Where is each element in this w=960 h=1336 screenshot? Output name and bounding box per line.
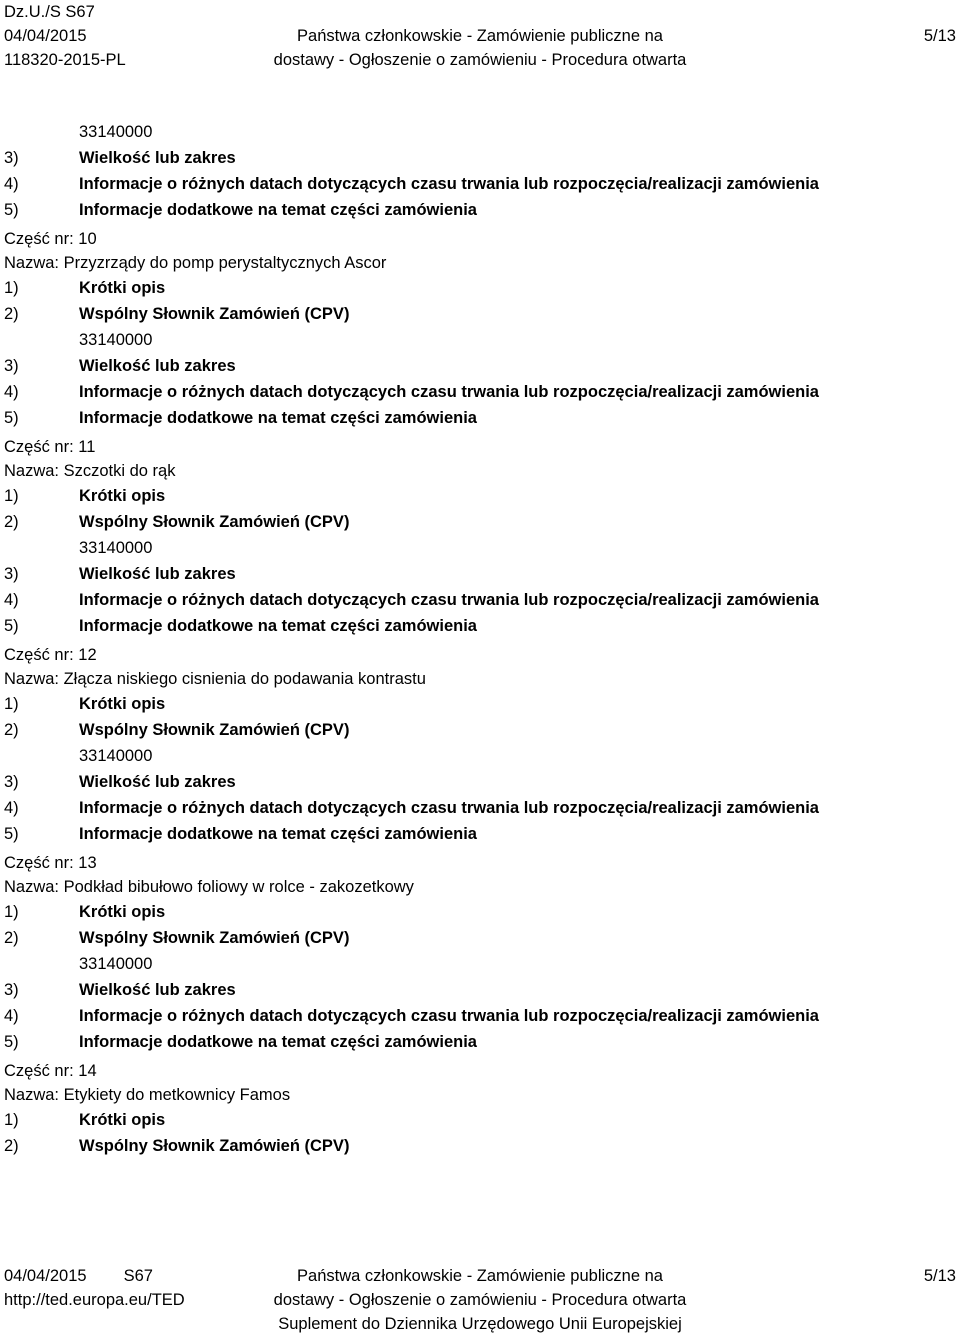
- section-title: Informacje o różnych datach dotyczących czasu trwania lub rozpoczęcia/realizacji zamówienia: [79, 175, 819, 193]
- section-title: Wielkość lub zakres: [79, 565, 236, 583]
- footer-page-number: 5/13: [923, 1267, 956, 1285]
- section-heading: [4, 899, 956, 925]
- section-heading: [4, 405, 956, 431]
- section-heading: [4, 587, 956, 613]
- section-title: Wspólny Słownik Zamówień (CPV): [79, 929, 350, 947]
- section-number: 3): [4, 357, 19, 375]
- section-title: Krótki opis: [79, 903, 166, 921]
- section-title: Wielkość lub zakres: [79, 357, 236, 375]
- section-title: Informacje o różnych datach dotyczących czasu trwania lub rozpoczęcia/realizacji zamówienia: [79, 1007, 819, 1025]
- header-title-line-2: dostawy - Ogłoszenie o zamówieniu - Procedura otwarta: [273, 51, 687, 69]
- section-heading: [4, 821, 956, 847]
- section-number: 1): [4, 487, 19, 505]
- part-number: Część nr: 10: [4, 230, 97, 248]
- section-number: 2): [4, 721, 19, 739]
- part-number: Część nr: 12: [4, 646, 97, 664]
- section-title: Krótki opis: [79, 487, 166, 505]
- section-heading: [4, 977, 956, 1003]
- part-number: Część nr: 11: [4, 438, 96, 456]
- cpv-code: [4, 743, 956, 769]
- notice-number: 118320-2015-PL: [4, 51, 126, 69]
- part-name: Nazwa: Szczotki do rąk: [4, 462, 176, 480]
- section-number: 1): [4, 903, 19, 921]
- section-number: 5): [4, 825, 19, 843]
- section-number: 4): [4, 383, 19, 401]
- section-number: 1): [4, 1111, 19, 1129]
- section-heading: [4, 717, 956, 743]
- section-heading: [4, 613, 956, 639]
- section-title: Wielkość lub zakres: [79, 149, 236, 167]
- cpv-code: [4, 535, 956, 561]
- footer-series: S67: [123, 1267, 153, 1285]
- section-heading: [4, 509, 956, 535]
- section-number: 5): [4, 201, 19, 219]
- section-heading: [4, 795, 956, 821]
- section-number: 1): [4, 695, 19, 713]
- section-number: 4): [4, 591, 19, 609]
- section-heading: [4, 379, 956, 405]
- part-number: Część nr: 14: [4, 1062, 97, 1080]
- section-title: Krótki opis: [79, 1111, 166, 1129]
- section-heading: [4, 275, 956, 301]
- footer-center: [4, 1264, 956, 1336]
- header-center: [4, 0, 956, 72]
- section-title: Wspólny Słownik Zamówień (CPV): [79, 305, 350, 323]
- part-number: Część nr: 13: [4, 854, 97, 872]
- section-number: 3): [4, 565, 19, 583]
- section-title: Informacje dodatkowe na temat części zamówienia: [79, 201, 477, 219]
- section-title: Informacje dodatkowe na temat części zamówienia: [79, 1033, 477, 1051]
- document-body: [4, 119, 956, 1159]
- section-heading: [4, 1029, 956, 1055]
- section-heading: [4, 145, 956, 171]
- section-number: 3): [4, 149, 19, 167]
- section-number: 3): [4, 773, 19, 791]
- section-title: Krótki opis: [79, 695, 166, 713]
- section-number: 2): [4, 305, 19, 323]
- section-heading: [4, 1003, 956, 1029]
- part-name: Nazwa: Etykiety do metkownicy Famos: [4, 1086, 291, 1104]
- journal-ref: Dz.U./S S67: [4, 3, 95, 21]
- section-number: 1): [4, 279, 19, 297]
- section-title: Wspólny Słownik Zamówień (CPV): [79, 513, 350, 531]
- section-heading: [4, 353, 956, 379]
- part-name: Nazwa: Przyzrządy do pomp perystaltycznych Ascor: [4, 254, 387, 272]
- part-name: Nazwa: Złącza niskiego cisnienia do podawania kontrastu: [4, 670, 426, 688]
- section-heading: [4, 483, 956, 509]
- cpv-code-value: 33140000: [79, 747, 153, 765]
- section-title: Krótki opis: [79, 279, 166, 297]
- footer-url: http://ted.europa.eu/TED: [4, 1291, 185, 1309]
- cpv-code-value: 33140000: [79, 955, 153, 973]
- section-title: Informacje dodatkowe na temat części zamówienia: [79, 617, 477, 635]
- footer-supplement: Suplement do Dziennika Urzędowego Unii Europejskiej: [278, 1315, 682, 1333]
- section-heading: [4, 301, 956, 327]
- section-heading: [4, 561, 956, 587]
- section-title: Wielkość lub zakres: [79, 773, 236, 791]
- section-number: 4): [4, 1007, 19, 1025]
- section-number: 3): [4, 981, 19, 999]
- footer-date: 04/04/2015: [4, 1267, 87, 1285]
- header-right: [924, 0, 956, 48]
- section-number: 2): [4, 513, 19, 531]
- header-page-number: 5/13: [923, 27, 956, 45]
- header-title-line-1: Państwa członkowskie - Zamówienie publiczne na: [297, 27, 663, 45]
- section-title: Informacje o różnych datach dotyczących czasu trwania lub rozpoczęcia/realizacji zamówienia: [79, 591, 819, 609]
- section-number: 4): [4, 175, 19, 193]
- section-number: 5): [4, 617, 19, 635]
- section-heading: [4, 769, 956, 795]
- section-number: 2): [4, 1137, 19, 1155]
- section-title: Informacje dodatkowe na temat części zamówienia: [79, 825, 477, 843]
- section-title: Wspólny Słownik Zamówień (CPV): [79, 721, 350, 739]
- header-date: 04/04/2015: [4, 27, 87, 45]
- section-heading: [4, 1133, 956, 1159]
- footer-right: [924, 1264, 956, 1288]
- part-name: Nazwa: Podkład bibułowo foliowy w rolce - zakozetkowy: [4, 878, 414, 896]
- section-heading: [4, 925, 956, 951]
- footer-title-line-2: dostawy - Ogłoszenie o zamówieniu - Procedura otwarta: [273, 1291, 687, 1309]
- cpv-code: [4, 119, 956, 145]
- cpv-code: [4, 327, 956, 353]
- section-number: 2): [4, 929, 19, 947]
- section-title: Informacje o różnych datach dotyczących czasu trwania lub rozpoczęcia/realizacji zamówienia: [79, 799, 819, 817]
- cpv-code-value: 33140000: [79, 539, 153, 557]
- section-number: 5): [4, 409, 19, 427]
- section-number: 5): [4, 1033, 19, 1051]
- section-title: Wielkość lub zakres: [79, 981, 236, 999]
- footer-title-line-1: Państwa członkowskie - Zamówienie publiczne na: [297, 1267, 663, 1285]
- section-title: Wspólny Słownik Zamówień (CPV): [79, 1137, 350, 1155]
- section-title: Informacje dodatkowe na temat części zamówienia: [79, 409, 477, 427]
- section-heading: [4, 197, 956, 223]
- section-number: 4): [4, 799, 19, 817]
- cpv-code-value: 33140000: [79, 123, 153, 141]
- section-heading: [4, 171, 956, 197]
- cpv-code: [4, 951, 956, 977]
- section-heading: [4, 1107, 956, 1133]
- section-title: Informacje o różnych datach dotyczących czasu trwania lub rozpoczęcia/realizacji zamówienia: [79, 383, 819, 401]
- cpv-code-value: 33140000: [79, 331, 153, 349]
- section-heading: [4, 691, 956, 717]
